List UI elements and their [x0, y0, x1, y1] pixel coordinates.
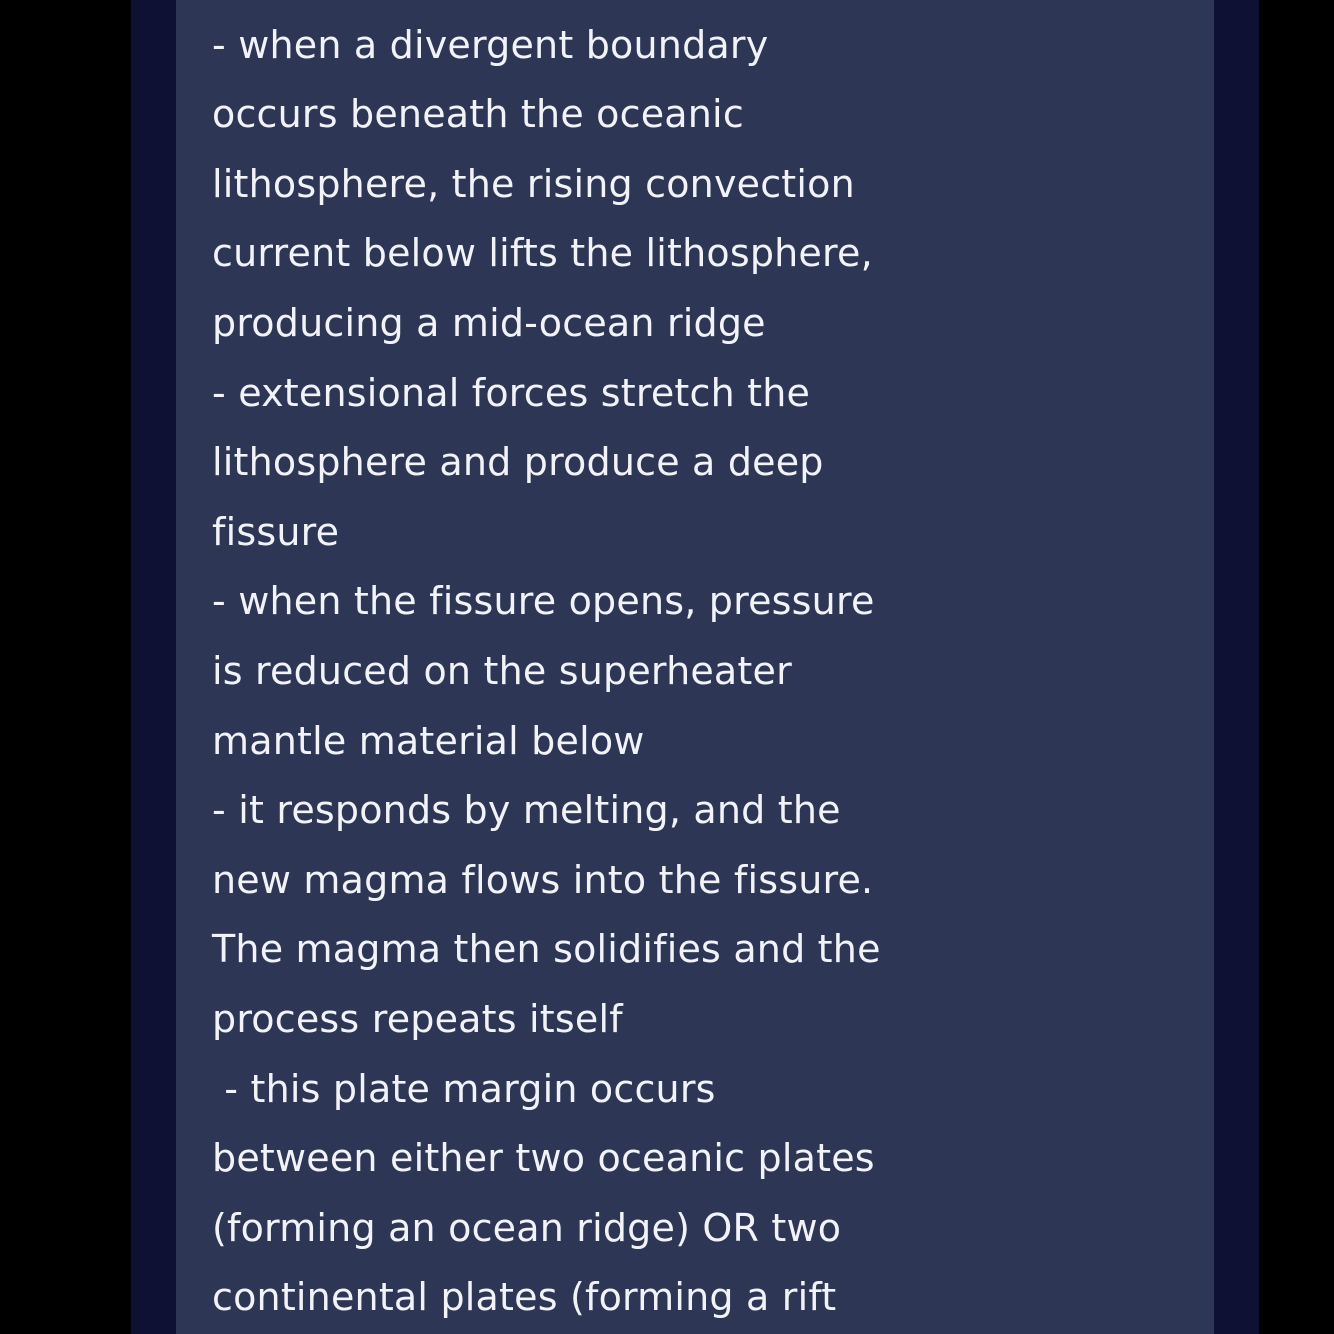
note-line: - when a divergent boundary [212, 22, 769, 67]
note-line: - extensional forces stretch the [212, 370, 811, 415]
note-line: is reduced on the superheater [212, 648, 792, 693]
note-line: fissure [212, 509, 340, 554]
note-line: - it responds by melting, and the [212, 788, 841, 833]
note-text[interactable] [212, 0, 972, 1333]
note-line: new magma flows into the fissure. [212, 857, 874, 902]
note-line: - this plate margin occurs [212, 1066, 716, 1111]
note-line: current below lifts the lithosphere, [212, 231, 873, 276]
note-panel[interactable] [176, 0, 1214, 1334]
note-line [212, 0, 972, 11]
note-line: lithosphere, the rising convection [212, 161, 855, 206]
app-frame [131, 0, 1259, 1334]
note-line: process repeats itself [212, 996, 623, 1041]
note-line: continental plates (forming a rift [212, 1275, 837, 1320]
note-line: lithosphere and produce a deep [212, 440, 824, 485]
note-line: The magma then solidifies and the [212, 927, 881, 972]
note-line: - when the fissure opens, pressure [212, 579, 875, 624]
note-line: (forming an ocean ridge) OR two [212, 1205, 842, 1250]
note-line: mantle material below [212, 718, 645, 763]
note-line: producing a mid-ocean ridge [212, 300, 766, 345]
note-line: occurs beneath the oceanic [212, 92, 744, 137]
note-line: between either two oceanic plates [212, 1136, 875, 1181]
